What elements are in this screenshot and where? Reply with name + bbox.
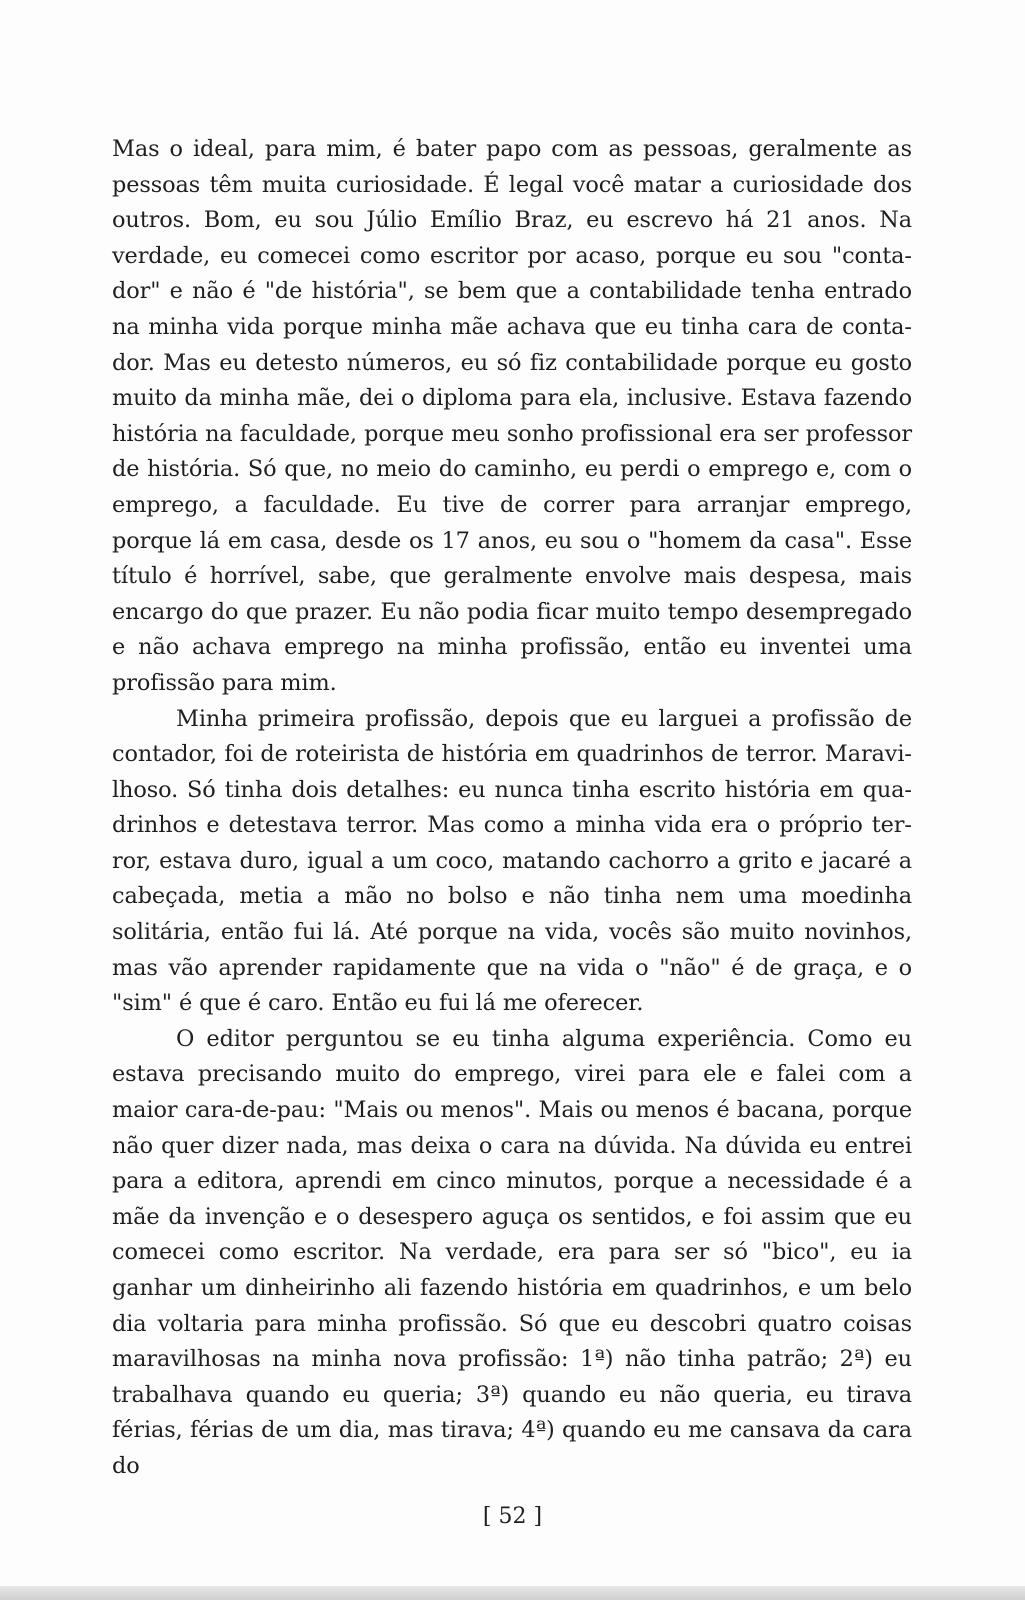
paragraph-3: O editor perguntou se eu tinha alguma experiência. Como eu estava precisando muito do emprego, virei para ele e falei com a maior cara-de-pau: "Mais ou menos". Mais ou menos é bacana, porque não quer dizer nada, mas deixa o cara na dúvida. Na dúvida eu entrei para a editora, aprendi em cinco minutos, porque a necessidade é a mãe da invenção e o desespero aguça os sentidos, e foi assim que eu comecei como escritor. Na verdade, era para ser só "bico", eu ia ganhar um dinheirinho ali fazendo história em quadrinhos, e um belo dia voltaria para minha profissão. Só que eu descobri quatro coisas maravilhosas na minha nova profissão: 1ª) não tinha patrão; 2ª) eu trabalhava quando eu queria; 3ª) quando eu não queria, eu tirava férias, férias de um dia, mas tirava; 4ª) quando eu me cansava da cara do <box>112 1025 912 1479</box>
scan-edge <box>0 1586 1025 1600</box>
page-number: [ 52 ] <box>482 1504 543 1529</box>
paragraph-2: Minha primeira profissão, depois que eu larguei a profissão de contador, foi de roteirista de história em quadrinhos de terror. Maravilhoso. Só tinha dois detalhes: eu nunca tinha escrito história em quadrinhos e detestava terror. Mas como a minha vida era o próprio terror, estava duro, igual a um coco, matando cachorro a grito e jacaré a cabeçada, metia a mão no bolso e não tinha nem uma moedinha solitária, então fui lá. Até porque na vida, vocês são muito novinhos, mas vão aprender rapidamente que na vida o "não" é de graça, e o "sim" é que é caro. Então eu fui lá me oferecer. <box>112 705 912 1017</box>
paragraph-1: Mas o ideal, para mim, é bater papo com as pessoas, geralmente as pessoas têm muita curiosidade. É legal você matar a curiosidade dos outros. Bom, eu sou Júlio Emílio Braz, eu escrevo há 21 anos. Na verdade, eu comecei como escritor por acaso, porque eu sou "contador" e não é "de história", se bem que a contabilidade tenha entrado na minha vida porque minha mãe achava que eu tinha cara de contador. Mas eu detesto números, eu só fiz contabilidade porque eu gosto muito da minha mãe, dei o diploma para ela, inclusive. Estava fazendo história na faculdade, porque meu sonho profissional era ser professor de história. Só que, no meio do caminho, eu perdi o emprego e, com o emprego, a faculdade. Eu tive de correr para arranjar emprego, porque lá em casa, desde os 17 anos, eu sou o "homem da casa". Esse título é horrível, sabe, que geralmente envolve mais despesa, mais encargo do que prazer. Eu não podia ficar muito tempo desempregado e não achava emprego na minha profissão, então eu inventei uma profissão para mim. <box>112 136 912 696</box>
body-text <box>112 132 912 1485</box>
